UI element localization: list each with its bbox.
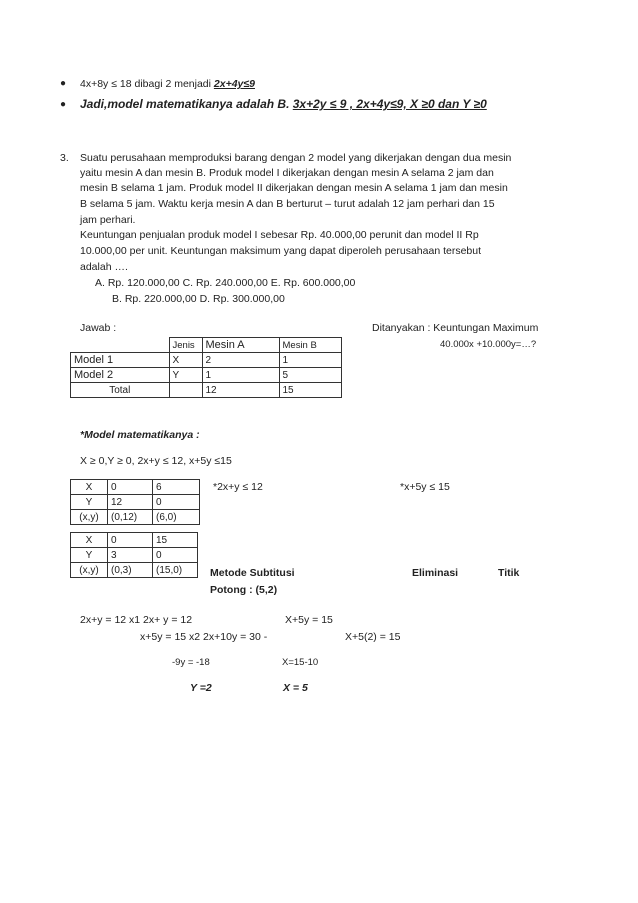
problem-line-8: adalah …. — [80, 261, 128, 273]
table-cell — [71, 338, 170, 353]
bullet-line-2 — [80, 97, 487, 111]
problem-line-7: 10.000,00 per unit. Keuntungan maksimum yang dapat diperoleh perusahaan tersebut — [80, 245, 482, 257]
table-cell: 6 — [153, 480, 200, 495]
table-cell — [169, 383, 202, 398]
table-cell: 12 — [108, 495, 153, 510]
problem-number: 3. — [60, 152, 69, 164]
table-row — [71, 495, 200, 510]
solution-line-2-right: X+5(2) = 15 — [345, 631, 401, 643]
titik-label: Titik — [498, 567, 520, 579]
table-cell: 3 — [108, 548, 153, 563]
result-y: Y =2 — [190, 682, 212, 694]
points-table-1 — [70, 479, 200, 525]
solution-line-2: x+5y = 15 x2 2x+10y = 30 - — [140, 631, 268, 643]
table-cell: Model 2 — [71, 368, 170, 383]
table-cell: 15 — [279, 383, 342, 398]
table-row — [71, 338, 342, 353]
model-constraints: X ≥ 0,Y ≥ 0, 2x+y ≤ 12, x+5y ≤15 — [80, 455, 232, 467]
table-row — [71, 533, 198, 548]
bullet-2-text: Jadi,model matematikanya adalah B. — [80, 97, 293, 111]
table-cell: (0,3) — [108, 563, 153, 578]
table-cell: 0 — [108, 480, 153, 495]
table-cell: Y — [71, 548, 108, 563]
table-cell: (6,0) — [153, 510, 200, 525]
table-row — [71, 353, 342, 368]
table-row — [71, 480, 200, 495]
metode-label: Metode Subtitusi — [210, 567, 295, 579]
table-cell: 1 — [279, 353, 342, 368]
table-row — [71, 510, 200, 525]
bullet-1-underlined: 2x+4y≤9 — [213, 78, 255, 90]
table-cell: (0,12) — [108, 510, 153, 525]
problem-line-2: yaitu mesin A dan mesin B. Produk model I dikerjakan dengan mesin A selama 2 jam dan — [80, 167, 494, 179]
result-x: X = 5 — [283, 682, 308, 694]
bullet-dot: ● — [60, 78, 67, 89]
solution-line-1-right: X+5y = 15 — [285, 614, 333, 626]
table-row — [71, 563, 198, 578]
points-table-2 — [70, 532, 198, 578]
options-line-2: B. Rp. 220.000,00 D. Rp. 300.000,00 — [112, 293, 285, 305]
table-cell: Model 1 — [71, 353, 170, 368]
table-cell: 0 — [108, 533, 153, 548]
table-cell: Total — [71, 383, 170, 398]
bullet-dot: ● — [60, 99, 67, 110]
problem-line-5: jam perhari. — [80, 214, 136, 226]
options-line-1: A. Rp. 120.000,00 C. Rp. 240.000,00 E. Rp. 600.000,00 — [95, 277, 356, 289]
machine-table — [70, 337, 342, 398]
bullet-line-1 — [80, 78, 255, 90]
table-cell: (15,0) — [153, 563, 198, 578]
objective-function: 40.000x +10.000y=…? — [440, 339, 537, 350]
table-cell: X — [71, 533, 108, 548]
table-cell: Mesin B — [279, 338, 342, 353]
table-row — [71, 368, 342, 383]
table-cell: (x,y) — [71, 510, 108, 525]
table-row — [71, 383, 342, 398]
eliminasi-label: Eliminasi — [412, 567, 459, 579]
problem-line-4: B selama 5 jam. Waktu kerja mesin A dan B berturut – turut adalah 12 jam perhari dan 15 — [80, 198, 495, 210]
bullet-2-underlined: 3x+2y ≤ 9 , 2x+4y≤9, X ≥0 dan Y ≥0 — [292, 97, 487, 111]
table-row — [71, 548, 198, 563]
model-title: *Model matematikanya : — [80, 429, 200, 441]
table-cell: 0 — [153, 548, 198, 563]
table-cell: 2 — [202, 353, 279, 368]
constraint-label-2: *x+5y ≤ 15 — [400, 481, 450, 493]
table-cell: 0 — [153, 495, 200, 510]
bullet-1-text: 4x+8y ≤ 18 dibagi 2 menjadi — [80, 78, 214, 90]
table-cell: 15 — [153, 533, 198, 548]
solution-line-3: -9y = -18 — [172, 657, 210, 668]
potong-label: Potong : (5,2) — [210, 584, 278, 596]
table-cell: Y — [71, 495, 108, 510]
jawab-label: Jawab : — [80, 322, 117, 334]
table-cell: Mesin A — [202, 338, 279, 353]
solution-line-3-right: X=15-10 — [282, 657, 319, 668]
table-cell: Y — [169, 368, 202, 383]
problem-line-3: mesin B selama 1 jam. Produk model II dikerjakan dengan mesin A selama 1 jam dan mesin — [80, 182, 508, 194]
solution-line-1: 2x+y = 12 x1 2x+ y = 12 — [80, 614, 193, 626]
table-cell: 12 — [202, 383, 279, 398]
problem-line-1: Suatu perusahaan memproduksi barang dengan 2 model yang dikerjakan dengan dua mesin — [80, 152, 512, 164]
table-cell: X — [169, 353, 202, 368]
table-cell: 5 — [279, 368, 342, 383]
ditanyakan-label: Ditanyakan : Keuntungan Maximum — [372, 322, 539, 334]
table-cell: X — [71, 480, 108, 495]
table-cell: (x,y) — [71, 563, 108, 578]
table-cell: 1 — [202, 368, 279, 383]
constraint-label-1: *2x+y ≤ 12 — [213, 481, 263, 493]
problem-line-6: Keuntungan penjualan produk model I sebesar Rp. 40.000,00 perunit dan model II Rp — [80, 229, 479, 241]
table-cell: Jenis — [169, 338, 202, 353]
